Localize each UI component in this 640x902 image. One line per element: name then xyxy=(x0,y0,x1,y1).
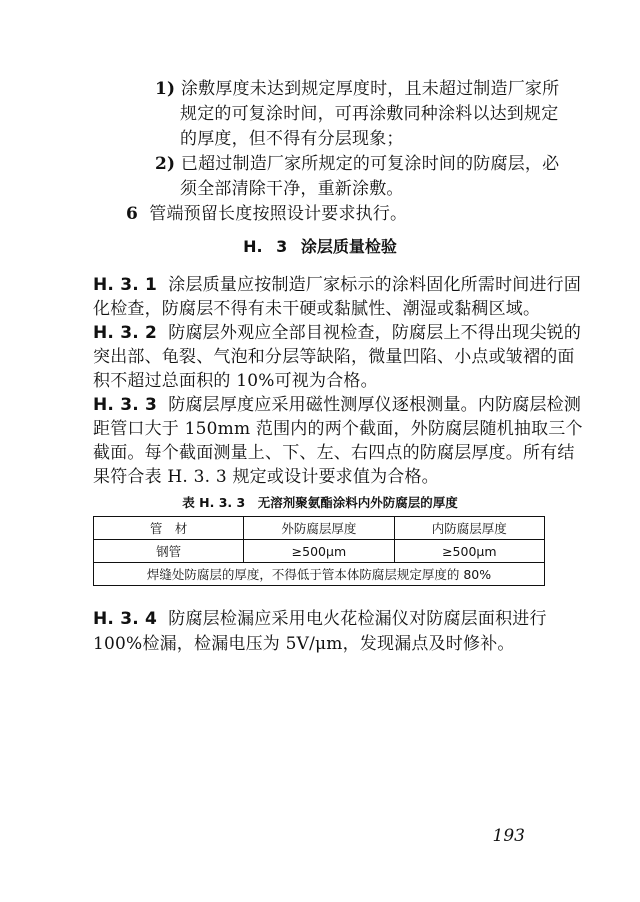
clause-label: H. 3. 4 xyxy=(93,609,158,629)
list-mark: 2) xyxy=(155,154,176,174)
table-caption: 表 H. 3. 3 无溶剂聚氨酯涂料内外防腐层的厚度 xyxy=(182,495,458,510)
clause-h333-line-2: 距管口大于 150mm 范围内的两个截面，外防腐层随机抽取三个 xyxy=(93,419,583,439)
clause-h333-line-4: 果符合表 H. 3. 3 规定或设计要求值为合格。 xyxy=(93,467,439,487)
table-header-cell: 内防腐层厚度 xyxy=(394,517,544,540)
table-header-cell: 管 材 xyxy=(94,517,244,540)
list-item-2-line-2: 须全部清除干净，重新涂敷。 xyxy=(180,179,404,199)
item-mark: 6 xyxy=(126,204,139,224)
list-item-1-line-2: 规定的可复涂时间，可再涂敷同种涂料以达到规定 xyxy=(180,104,559,124)
clause-label: H. 3. 2 xyxy=(93,323,158,343)
list-text: 已超过制造厂家所规定的可复涂时间的防腐层，必 xyxy=(180,154,560,174)
section-number: H. 3 xyxy=(243,237,288,256)
table-row xyxy=(94,540,545,563)
page-number: 193 xyxy=(492,826,525,846)
clause-h333 xyxy=(93,394,581,416)
clause-label: H. 3. 3 xyxy=(93,395,158,415)
table-cell: 钢管 xyxy=(94,540,244,563)
list-text: 涂敷厚度未达到规定厚度时，且未超过制造厂家所 xyxy=(180,79,560,99)
item-text: 管端预留长度按照设计要求执行。 xyxy=(149,204,408,224)
thickness-table xyxy=(93,516,545,586)
clause-h334-line-2: 100%检漏，检漏电压为 5V/μm，发现漏点及时修补。 xyxy=(93,634,515,654)
clause-h331 xyxy=(93,274,581,296)
list-mark: 1) xyxy=(155,79,176,99)
clause-label: H. 3. 1 xyxy=(93,275,158,295)
section-title: 涂层质量检验 xyxy=(300,237,397,256)
list-item-2 xyxy=(155,153,559,175)
clause-text: 防腐层检漏应采用电火花检漏仪对防腐层面积进行 xyxy=(168,609,547,629)
item-6 xyxy=(126,203,407,225)
clause-text: 涂层质量应按制造厂家标示的涂料固化所需时间进行固 xyxy=(168,275,582,295)
clause-text: 防腐层厚度应采用磁性测厚仪逐根测量。内防腐层检测 xyxy=(168,395,582,415)
list-item-1 xyxy=(155,78,559,100)
clause-h332 xyxy=(93,322,581,344)
clause-h332-line-2: 突出部、龟裂、气泡和分层等缺陷，微量凹陷、小点或皱褶的面 xyxy=(93,347,575,367)
clause-h334 xyxy=(93,608,547,630)
table-cell: ≥500μm xyxy=(394,540,544,563)
clause-h333-line-3: 截面。每个截面测量上、下、左、右四点的防腐层厚度。所有结 xyxy=(93,443,575,463)
clause-h332-line-3: 积不超过总面积的 10%可视为合格。 xyxy=(93,371,378,391)
clause-text: 防腐层外观应全部目视检查，防腐层上不得出现尖锐的 xyxy=(168,323,582,343)
table-footnote-row xyxy=(94,563,545,586)
list-item-1-line-3: 的厚度，但不得有分层现象； xyxy=(180,129,404,149)
section-heading xyxy=(0,234,640,257)
table-cell: ≥500μm xyxy=(244,540,394,563)
table-header-cell: 外防腐层厚度 xyxy=(244,517,394,540)
table-footnote: 焊缝处防腐层的厚度，不得低于管本体防腐层规定厚度的 80% xyxy=(94,563,545,586)
table-header-row xyxy=(94,517,545,540)
clause-h331-line-2: 化检查，防腐层不得有未干硬或黏腻性、潮湿或黏稠区域。 xyxy=(93,299,541,319)
